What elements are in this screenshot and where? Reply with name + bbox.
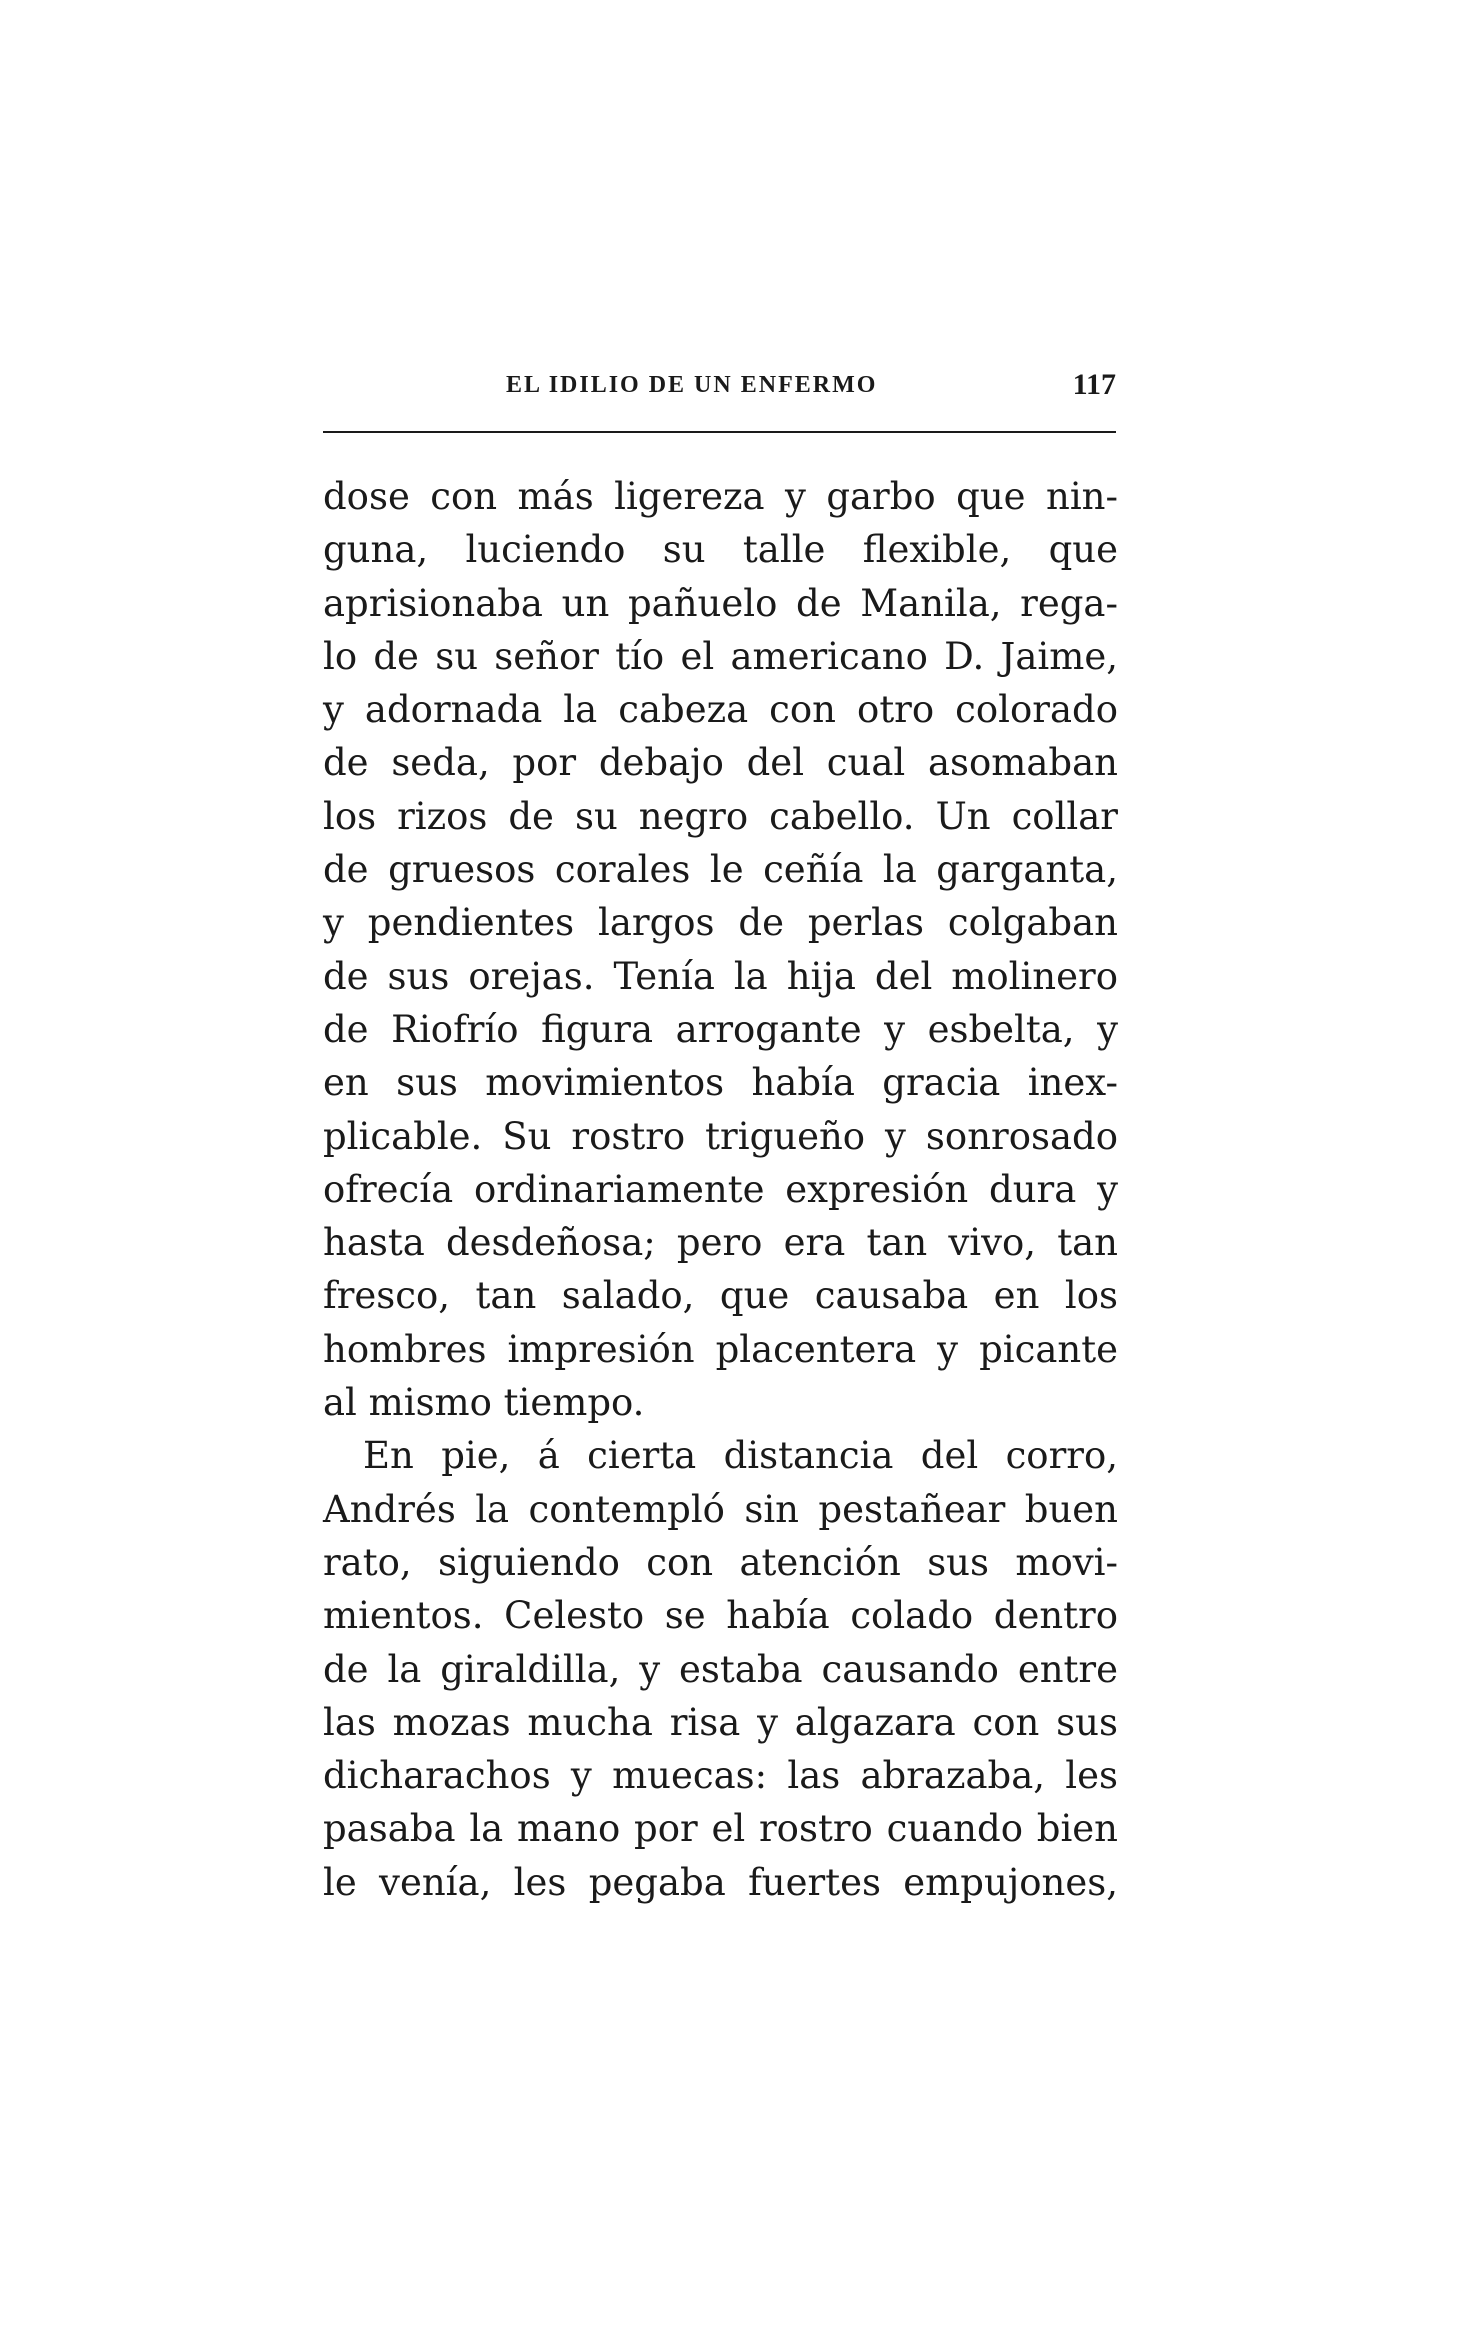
text-line: hombres impresión placentera y picante — [323, 1327, 1118, 1371]
text-line: mientos. Celesto se había colado dentro — [323, 1594, 1118, 1638]
text-line: pasaba la mano por el rostro cuando bien — [323, 1807, 1118, 1851]
text-line: y pendientes largos de perlas colgaban — [323, 901, 1118, 945]
body-text — [323, 470, 1118, 1909]
text-line: de gruesos corales le ceñía la garganta, — [323, 848, 1118, 892]
paragraph-end-line: al mismo tiempo. — [323, 1381, 645, 1425]
text-line: le venía, les pegaba fuertes empujones, — [323, 1860, 1118, 1904]
text-line: dicharachos y muecas: las abrazaba, les — [323, 1754, 1118, 1798]
text-line: plicable. Su rostro trigueño y sonrosado — [323, 1114, 1118, 1158]
text-line: las mozas mucha risa y algazara con sus — [323, 1700, 1118, 1744]
running-head — [323, 368, 1116, 408]
text-line: en sus movimientos había gracia inex- — [323, 1061, 1118, 1105]
text-line: los rizos de su negro cabello. Un collar — [323, 794, 1118, 838]
text-line: de la giraldilla, y estaba causando entre — [323, 1647, 1118, 1691]
text-line: aprisionaba un pañuelo de Manila, rega- — [323, 581, 1118, 625]
text-line: lo de su señor tío el americano D. Jaime, — [323, 634, 1118, 678]
text-line: fresco, tan salado, que causaba en los — [323, 1274, 1118, 1318]
text-line: rato, siguiendo con atención sus movi- — [323, 1540, 1118, 1584]
text-line: hasta desdeñosa; pero era tan vivo, tan — [323, 1221, 1118, 1265]
header-rule — [323, 431, 1116, 433]
text-line: ofrecía ordinariamente expresión dura y — [323, 1167, 1118, 1211]
text-line: dose con más ligereza y garbo que nin- — [323, 475, 1118, 518]
text-line: de Riofrío figura arrogante y esbelta, y — [323, 1007, 1118, 1051]
paragraph-start-line: En pie, á cierta distancia del corro, — [363, 1434, 1118, 1478]
text-line: Andrés la contempló sin pestañear buen — [323, 1487, 1118, 1531]
page-number: 117 — [1072, 368, 1116, 401]
text-line: y adornada la cabeza con otro colorado — [323, 688, 1118, 732]
text-line: guna, luciendo su talle flexible, que — [323, 528, 1118, 572]
text-line: de seda, por debajo del cual asomaban — [323, 741, 1118, 785]
text-line: de sus orejas. Tenía la hija del molinero — [323, 954, 1118, 998]
running-title: EL IDILIO DE UN ENFERMO — [506, 372, 878, 398]
